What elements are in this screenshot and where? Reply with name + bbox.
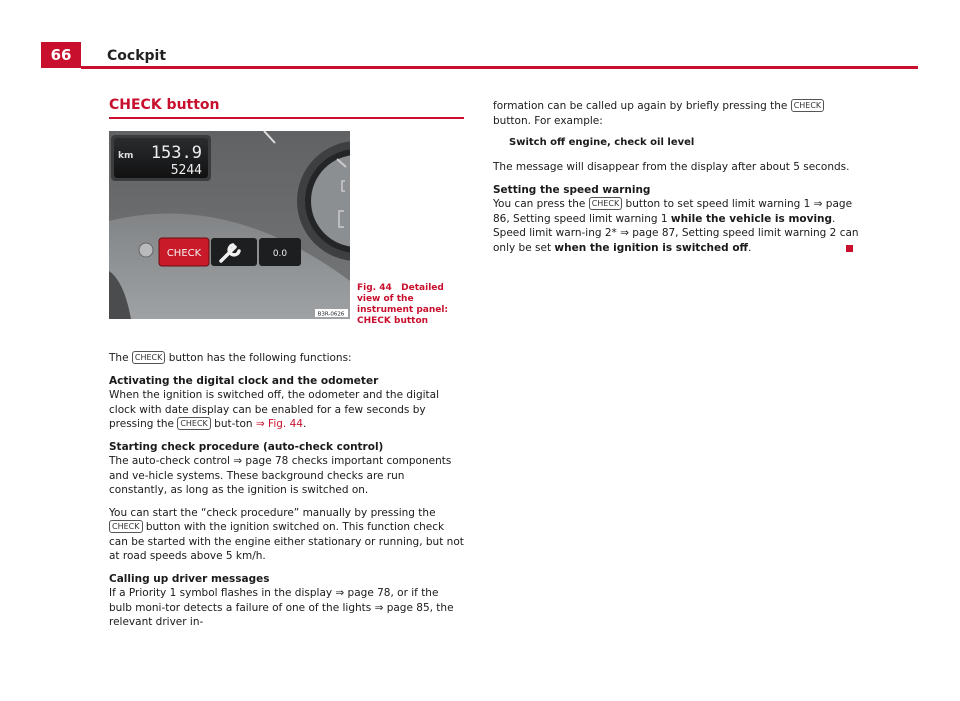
paragraph-autocheck: The auto-check control ⇒ page 78 checks important components and ve-hicle systems. These background checks are run constantly, as long as the ignition is switched on. [109,455,452,496]
subheading-autocheck: Starting check procedure (auto-check control) [109,440,384,453]
caption-text: Detailed view of the instrument panel: CHECK button [357,283,449,326]
intro-text-a: The [109,352,129,364]
clock-text-end: . [302,418,307,430]
intro-text-b: button has the following functions: [168,352,352,364]
speed-bold-ignition: when the ignition is switched off [554,241,749,254]
check-key: CHECK [132,351,166,364]
paragraph-continued [493,99,863,128]
clock-text-a: When the ignition is switched off, the odometer and the digital clock with date display can be enabled for a few seconds by pressing the [109,389,440,430]
page-number: 66 [41,42,81,68]
speed-text-b: button to set speed limit warning 1 ⇒ page 86, Setting speed limit warning 1 [493,198,853,225]
continued-text-b: button. For example: [493,114,603,127]
manual-text-a: You can start the “check procedure” manually by pressing the [109,506,436,519]
figure-reference-link[interactable]: ⇒ Fig. 44 [255,418,303,430]
section-end-marker [846,245,853,252]
header-rule [81,66,918,69]
speed-bold-moving: while the vehicle is moving [670,212,833,225]
image-code: B3R-0626 [317,311,345,318]
subheading-speed-warning: Setting the speed warning [493,183,651,196]
clock-text-b: but-ton [214,418,253,430]
paragraph-driver-messages: If a Priority 1 symbol flashes in the display ⇒ page 78, or if the bulb moni-tor detects a failure of one of the lights ⇒ page 85, the relevant driver in- [109,587,454,628]
continued-text-a: formation can be called up again by briefly pressing the [493,100,788,112]
paragraph-manual-check [109,506,464,564]
chapter-title: Cockpit [107,48,167,64]
display-value-top: 153.9 [150,143,202,163]
section-title: CHECK button [109,97,220,113]
section-rule [109,117,464,119]
intro-paragraph [109,351,464,366]
figure-caption [357,283,467,327]
display-value-bottom: 5244 [170,163,202,178]
check-key: CHECK [109,520,143,533]
check-key: CHECK [177,417,211,430]
speed-text-a: You can press the [493,198,586,210]
example-text: Switch off engine, check oil level [509,137,695,148]
instrument-panel-image [109,131,350,319]
paragraph-clock [109,388,464,432]
check-button-label: CHECK [166,248,202,259]
paragraph-disappear: The message will disappear from the display after about 5 seconds. [493,161,850,173]
figure-44 [109,131,464,351]
speed-text-c: . Speed limit warn-ing 2* ⇒ page 87, Setting speed limit warning 2 can only be set [493,212,859,254]
speed-text-end: . [748,241,752,254]
left-column [109,95,464,638]
check-key: CHECK [791,99,825,112]
subheading-clock: Activating the digital clock and the odometer [109,374,379,387]
caption-label: Fig. 44 [357,283,392,293]
check-key: CHECK [589,197,623,210]
paragraph-speed-warning [493,197,863,255]
subheading-driver-messages: Calling up driver messages [109,572,270,585]
right-column [493,99,863,263]
reset-button-label: 0.0 [272,249,288,259]
manual-text-b: button with the ignition switched on. This function check can be started with the engine either stationary or running, but not at road speeds above 5 km/h. [109,521,464,562]
display-unit: km [118,151,134,161]
